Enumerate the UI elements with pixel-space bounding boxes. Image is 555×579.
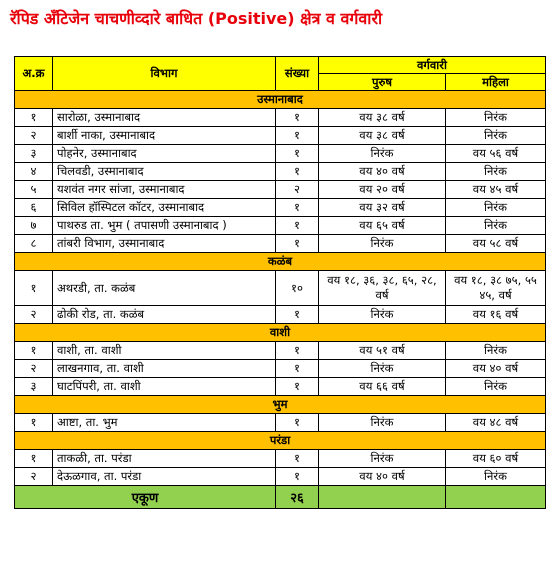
cell-count: १ [276,342,319,360]
cell-sr: २ [15,360,53,378]
cell-male: निरंक [319,145,446,163]
page-title: रॅपिड अँटिजेन चाचणीव्दारे बाधित (Positive) क्षेत्र व वर्गवारी [10,9,383,28]
cell-female: निरंक [446,217,546,235]
cell-count: १ [276,414,319,432]
cell-sr: १ [15,271,53,306]
cell-area: आष्टा, ता. भुम [53,414,276,432]
cell-male: वय ६६ वर्ष [319,378,446,396]
cell-female: वय ५६ वर्ष [446,145,546,163]
cell-area: पोहनेर, उस्मानाबाद [53,145,276,163]
cell-count: १ [276,199,319,217]
cell-female: निरंक [446,342,546,360]
cell-count: १० [276,271,319,306]
table-row [15,235,546,253]
cell-male: निरंक [319,360,446,378]
cell-area: ताकळी, ता. परंडा [53,450,276,468]
cell-sr: ७ [15,217,53,235]
cell-female: वय ६० वर्ष [446,450,546,468]
table-row [15,145,546,163]
cell-female: वय ४५ वर्ष [446,181,546,199]
cell-sr: ८ [15,235,53,253]
cell-sr: ४ [15,163,53,181]
cell-area: वाशी, ता. वाशी [53,342,276,360]
section-title: परंडा [15,432,546,450]
table-row [15,127,546,145]
cell-count: १ [276,217,319,235]
cell-male: वय ३८ वर्ष [319,127,446,145]
cell-female: निरंक [446,199,546,217]
cell-area: पाथरुड ता. भुम ( तपासणी उस्मानाबाद ) [53,217,276,235]
cell-female: वय १६ वर्ष [446,306,546,324]
cell-count: १ [276,360,319,378]
table-row [15,109,546,127]
cell-count: १ [276,306,319,324]
cell-female: निरंक [446,127,546,145]
cell-female: वय ५८ वर्ष [446,235,546,253]
table-row [15,217,546,235]
table-row [15,414,546,432]
cell-count: १ [276,235,319,253]
cell-male: निरंक [319,414,446,432]
cell-count: १ [276,163,319,181]
total-empty-cell [319,486,446,509]
cell-area: बार्शी नाका, उस्मानाबाद [53,127,276,145]
table-row [15,199,546,217]
cell-area: सिविल हॉस्पिटल कॉटर, उस्मानाबाद [53,199,276,217]
section-row [15,253,546,271]
cell-area: देऊळगाव, ता. परंडा [53,468,276,486]
cell-area: यशवंत नगर सांजा, उस्मानाबाद [53,181,276,199]
cell-area: तांबरी विभाग, उस्मानाबाद [53,235,276,253]
cell-male: वय ४० वर्ष [319,468,446,486]
cell-count: १ [276,378,319,396]
cell-female: वय ४८ वर्ष [446,414,546,432]
cell-area: लाखनगाव, ता. वाशी [53,360,276,378]
cell-sr: ६ [15,199,53,217]
cell-male: वय १८, ३६, ३८, ६५, २८, वर्ष [319,271,446,306]
header-count: संख्या [276,57,319,91]
cell-count: १ [276,109,319,127]
table-row [15,450,546,468]
cell-female: निरंक [446,378,546,396]
cell-sr: ३ [15,145,53,163]
table-row [15,271,546,306]
cell-sr: २ [15,127,53,145]
cell-sr: ५ [15,181,53,199]
cell-female: निरंक [446,468,546,486]
cell-female: वय ४० वर्ष [446,360,546,378]
cell-sr: १ [15,450,53,468]
cell-area: सारोळा, उस्मानाबाद [53,109,276,127]
cell-count: २ [276,181,319,199]
header-sr: अ.क्र [15,57,53,91]
table-row [15,163,546,181]
table-row [15,306,546,324]
cell-count: १ [276,450,319,468]
section-title: उस्मानाबाद [15,91,546,109]
cell-area: घाटपिंपरी, ता. वाशी [53,378,276,396]
cell-male: वय ५१ वर्ष [319,342,446,360]
table-row [15,181,546,199]
cell-sr: २ [15,306,53,324]
total-count: २६ [276,486,319,509]
cell-area: अथरडी, ता. कळंब [53,271,276,306]
header-male: पुरुष [319,74,446,91]
header-category: वर्गवारी [319,57,546,74]
cell-female: निरंक [446,109,546,127]
cell-male: वय ३८ वर्ष [319,109,446,127]
total-empty-cell [446,486,546,509]
table-body [15,91,546,486]
cell-male: वय २० वर्ष [319,181,446,199]
cell-female: निरंक [446,163,546,181]
cell-sr: २ [15,468,53,486]
cell-male: निरंक [319,306,446,324]
header-female: महिला [446,74,546,91]
section-row [15,396,546,414]
section-row [15,432,546,450]
section-row [15,91,546,109]
cell-count: १ [276,468,319,486]
cell-male: निरंक [319,235,446,253]
total-row [15,486,546,509]
cell-count: १ [276,127,319,145]
cell-area: चिलवडी, उस्मानाबाद [53,163,276,181]
cell-male: वय ३२ वर्ष [319,199,446,217]
positive-cases-table [14,56,546,509]
total-label: एकूण [15,486,276,509]
table-row [15,378,546,396]
cell-area: ढोकी रोड, ता. कळंब [53,306,276,324]
section-title: भुम [15,396,546,414]
cell-count: १ [276,145,319,163]
cell-male: निरंक [319,450,446,468]
table-row [15,468,546,486]
cell-sr: १ [15,109,53,127]
section-title: कळंब [15,253,546,271]
cell-male: वय ४० वर्ष [319,163,446,181]
table-row [15,342,546,360]
table-row [15,360,546,378]
section-title: वाशी [15,324,546,342]
cell-sr: ३ [15,378,53,396]
cell-male: वय ६५ वर्ष [319,217,446,235]
header-dept: विभाग [53,57,276,91]
cell-sr: १ [15,414,53,432]
section-row [15,324,546,342]
cell-sr: १ [15,342,53,360]
cell-female: वय १८, ३८ ७५, ५५ ४५, वर्ष [446,271,546,306]
